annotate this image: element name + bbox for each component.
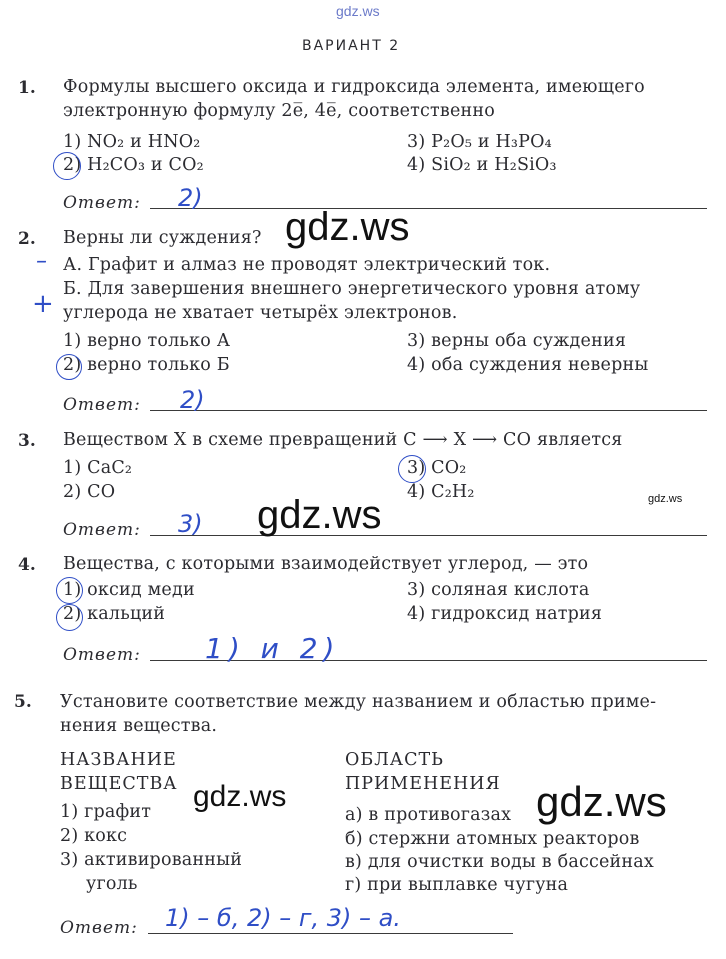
q3-answer-circle: [398, 455, 426, 483]
q2-mark-b: +: [32, 289, 54, 319]
q4-answer-handwritten: 1) и 2): [205, 632, 341, 665]
q5-col1-heading-line2: ВЕЩЕСТВА: [60, 774, 178, 794]
q5-text-line1: Установите соответствие между названием и областью приме-: [60, 692, 657, 712]
q5-col2-item-a: а) в противогазах: [345, 805, 512, 825]
q5-number: 5.: [14, 692, 32, 712]
q2-statement-b-line1: Б. Для завершения внешнего энергетического уровня атому: [63, 279, 641, 299]
watermark-4: gdz.ws: [536, 778, 667, 825]
q2-answer-line: [150, 410, 707, 411]
watermark-top: gdz.ws: [336, 3, 380, 19]
q1-text-line1: Формулы высшего оксида и гидроксида элемента, имеющего: [63, 77, 645, 97]
q2-answer-circle: [56, 354, 82, 380]
q5-col2-item-c: в) для очистки воды в бассейнах: [345, 852, 654, 872]
watermark-2: gdz.ws: [257, 493, 382, 537]
q2-option-2: 2) верно только Б: [63, 355, 230, 375]
q1-option-2: 2) H₂CO₃ и CO₂: [63, 155, 204, 175]
q5-text-line2: нения вещества.: [60, 716, 218, 736]
q4-option-2: 2) кальций: [63, 604, 166, 624]
q5-col2-item-d: г) при выплавке чугуна: [345, 875, 569, 895]
q1-option-4: 4) SiO₂ и H₂SiO₃: [407, 155, 557, 175]
q5-col1-heading-line1: НАЗВАНИЕ: [60, 750, 177, 770]
watermark-small: gdz.ws: [648, 493, 683, 505]
q4-option-3: 3) соляная кислота: [407, 580, 590, 600]
q5-col1-item-3: 3) активированный: [60, 850, 243, 870]
q5-col2-item-b: б) стержни атомных реакторов: [345, 829, 640, 849]
q4-option-4: 4) гидроксид натрия: [407, 604, 603, 624]
q3-option-2: 2) CO: [63, 482, 116, 502]
q4-number: 4.: [18, 555, 36, 575]
q5-col1-item-3-cont: уголь: [86, 874, 138, 894]
q1-text-line2: электронную формулу 2e̅, 4e̅, соответственно: [63, 101, 496, 121]
q2-number: 2.: [18, 229, 36, 249]
q4-text-line1: Вещества, с которыми взаимодействует углерод, — это: [63, 554, 589, 574]
q1-number: 1.: [18, 78, 36, 98]
q2-statement-b-line2: углерода не хватает четырёх электронов.: [63, 303, 458, 323]
q5-col2-heading-line1: ОБЛАСТЬ: [345, 750, 444, 770]
q4-answer-circle-1: [56, 577, 83, 604]
q3-number: 3.: [18, 431, 36, 451]
q1-answer-circle: [53, 152, 81, 180]
variant-header: ВАРИАНТ 2: [302, 38, 401, 54]
q5-answer-label: Ответ:: [60, 918, 138, 938]
watermark-3: gdz.ws: [193, 780, 287, 813]
q3-answer-line: [150, 535, 707, 536]
q3-answer-label: Ответ:: [63, 520, 141, 540]
q2-option-1: 1) верно только А: [63, 331, 231, 351]
q2-answer-label: Ответ:: [63, 395, 141, 415]
q1-answer-line: [150, 208, 707, 209]
q5-col2-heading-line2: ПРИМЕНЕНИЯ: [345, 774, 501, 794]
q3-answer-handwritten: 3): [178, 510, 203, 538]
q4-option-1: 1) оксид меди: [63, 580, 195, 600]
q5-answer-line: [148, 933, 513, 934]
q1-option-1: 1) NO₂ и HNO₂: [63, 132, 201, 152]
q2-answer-handwritten: 2): [180, 386, 205, 414]
q4-answer-label: Ответ:: [63, 645, 141, 665]
q2-statement-a: А. Графит и алмаз не проводят электрический ток.: [63, 255, 551, 275]
q3-text-line1: Веществом X в схеме превращений C ⟶ X ⟶ CO является: [63, 430, 623, 450]
watermark-1: gdz.ws: [285, 205, 410, 249]
q5-col1-item-1: 1) графит: [60, 802, 152, 822]
q2-text-line1: Верны ли суждения?: [63, 228, 262, 248]
q3-option-1: 1) CaC₂: [63, 458, 133, 478]
q3-option-3: 3) CO₂: [407, 458, 467, 478]
q5-answer-handwritten: 1) – б, 2) – г, 3) – а.: [165, 904, 401, 932]
q3-option-4: 4) C₂H₂: [407, 482, 475, 502]
q1-answer-handwritten: 2): [178, 184, 203, 212]
q1-option-3: 3) P₂O₅ и H₃PO₄: [407, 132, 552, 152]
q5-col1-item-2: 2) кокс: [60, 826, 128, 846]
q2-mark-a: –: [36, 249, 47, 274]
q1-answer-label: Ответ:: [63, 193, 141, 213]
q4-answer-circle-2: [56, 604, 83, 631]
q2-option-3: 3) верны оба суждения: [407, 331, 627, 351]
q2-option-4: 4) оба суждения неверны: [407, 355, 649, 375]
